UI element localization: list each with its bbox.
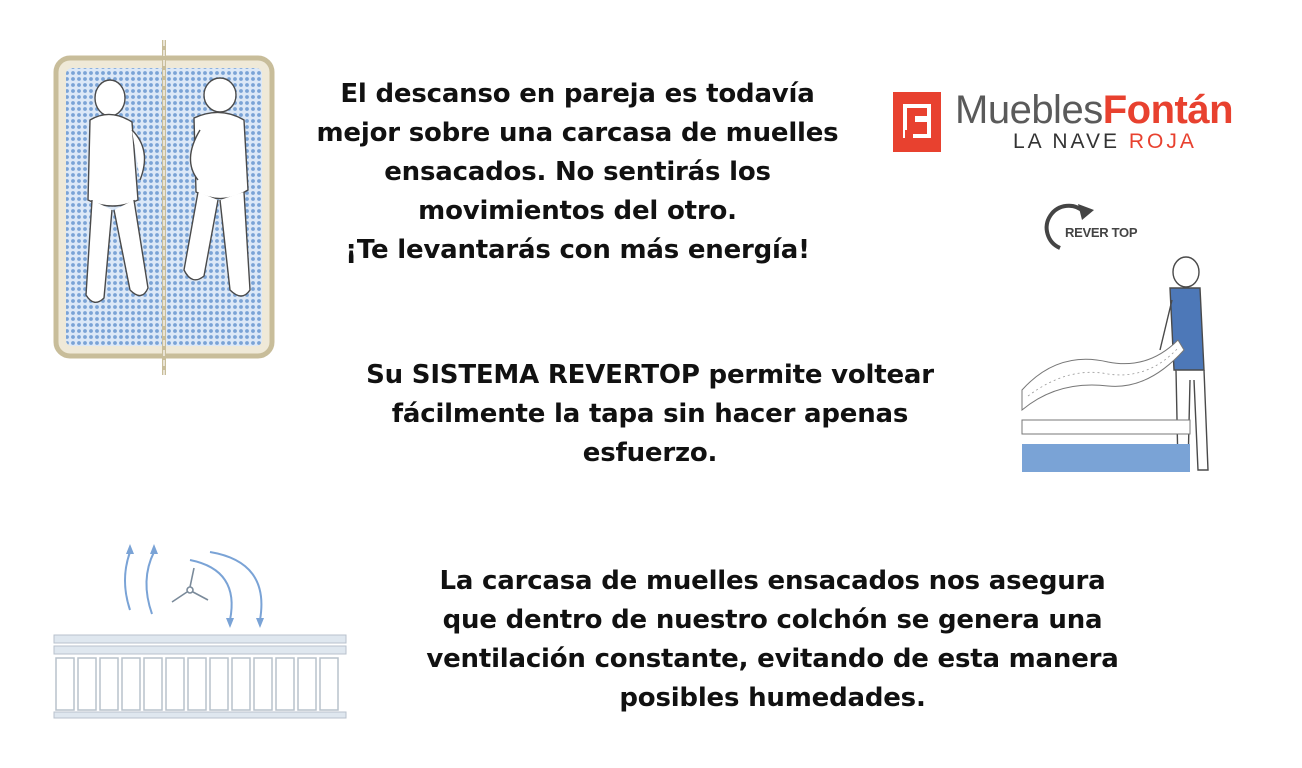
logo-tagline — [1013, 130, 1197, 154]
couple-on-mattress-illustration — [52, 40, 278, 375]
paragraph-line: esfuerzo. — [582, 438, 718, 468]
logo-tagline-roja: ROJA — [1128, 130, 1197, 153]
couple-rest-paragraph — [290, 75, 865, 270]
paragraph-line: mejor sobre una carcasa de muelles — [316, 118, 839, 148]
logo-tagline-la-nave: LA NAVE — [1013, 130, 1120, 153]
paragraph-line: Su SISTEMA REVERTOP permite voltear — [366, 360, 934, 390]
paragraph-line: El descanso en pareja es todavía — [340, 79, 815, 109]
paragraph-line: ensacados. No sentirás los — [384, 157, 771, 187]
paragraph-line: ¡Te levantarás con más energía! — [345, 235, 810, 265]
airflow-springs-icon — [30, 540, 380, 725]
revertop-label: REVER TOP — [1065, 225, 1138, 240]
paragraph-line: movimientos del otro. — [418, 196, 737, 226]
revertop-illustration — [1018, 190, 1218, 490]
paragraph-line: ventilación constante, evitando de esta manera — [426, 644, 1119, 674]
muebles-fontan-logo — [893, 88, 1253, 154]
logo-mark-icon — [893, 92, 941, 152]
mattress-top-view-icon — [52, 40, 278, 375]
paragraph-line: que dentro de nuestro colchón se genera una — [442, 605, 1103, 635]
paragraph-line: fácilmente la tapa sin hacer apenas — [391, 399, 909, 429]
revertop-paragraph — [335, 356, 965, 473]
logo-word-fontan: Fontán — [1102, 88, 1234, 132]
ventilation-paragraph — [395, 562, 1150, 718]
logo-word-muebles: Muebles — [955, 88, 1103, 132]
ventilation-illustration — [30, 540, 380, 725]
paragraph-line: La carcasa de muelles ensacados nos asegura — [439, 566, 1106, 596]
logo-wordmark — [955, 88, 1233, 132]
paragraph-line: posibles humedades. — [619, 683, 926, 713]
